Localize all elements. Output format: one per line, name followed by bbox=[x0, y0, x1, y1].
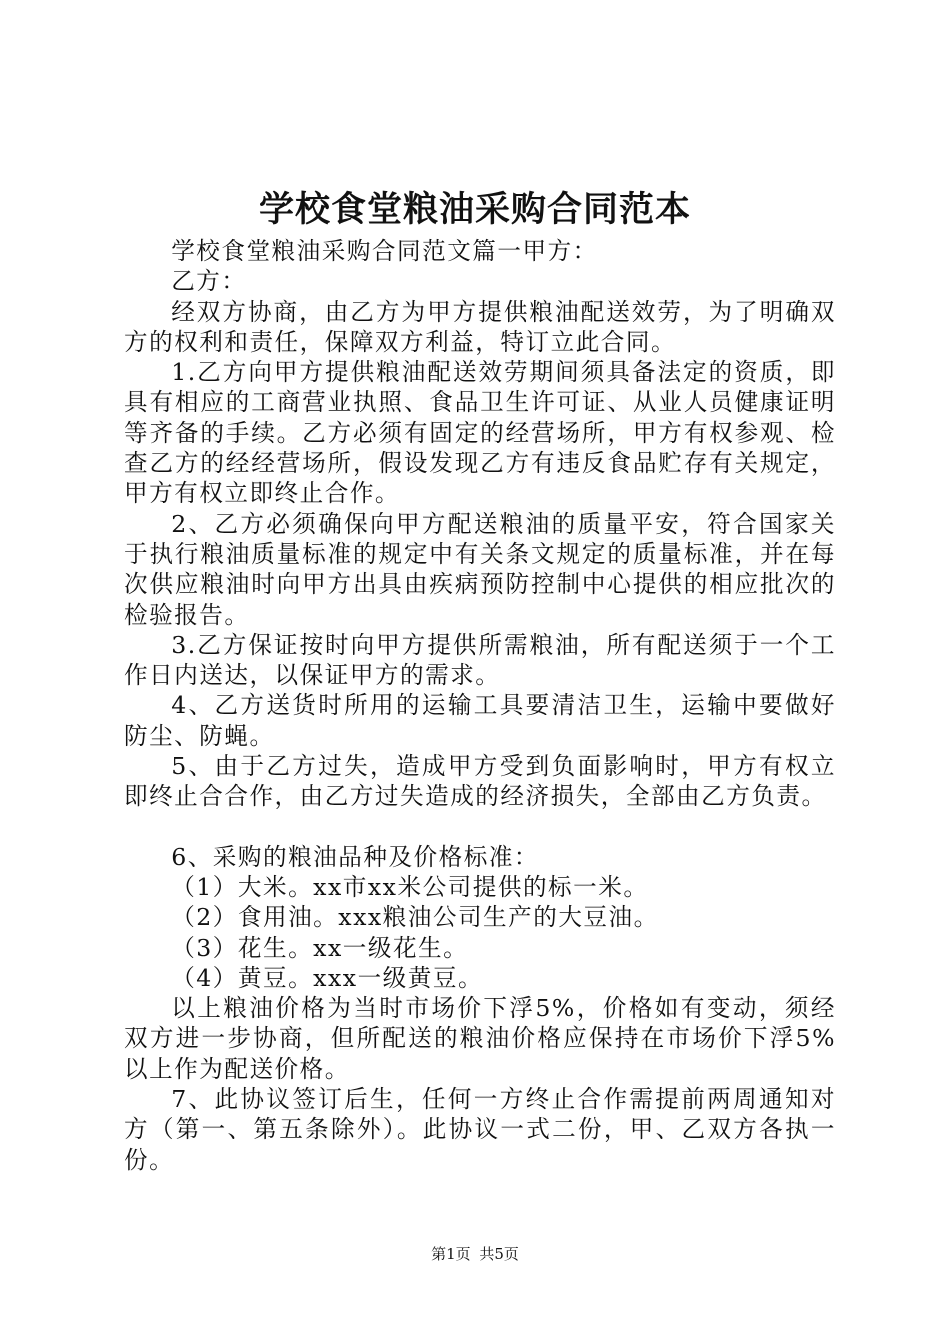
document-title: 学校食堂粮油采购合同范本 bbox=[258, 190, 691, 230]
paragraph-clause-3: 3.乙方保证按时向甲方提供所需粮油，所有配送须于一个工作日内送达，以保证甲方的需求。 bbox=[124, 630, 836, 690]
paragraph-purpose: 经双方协商，由乙方为甲方提供粮油配送效劳，为了明确双方的权利和责任，保障双方利益，特订立此合同。 bbox=[124, 297, 836, 356]
paragraph-clause-7: 7、此协议签订后生，任何一方终止合作需提前两周通知对方（第一、第五条除外）。此协议一式二份，甲、乙双方各执一份。 bbox=[124, 1085, 836, 1174]
paragraph-clause-6: 6、采购的粮油品种及价格标准： bbox=[171, 842, 540, 871]
paragraph-clause-1: 1.乙方向甲方提供粮油配送效劳期间须具备法定的资质，即具有相应的工商营业执照、食品卫生许可证、从业人员健康证明等齐备的手续。乙方必须有固定的经营场所，甲方有权参观、检查乙方的经经营场所，假设发现乙方有违反食品贮存有关规定，甲方有权立即终止合作。 bbox=[124, 358, 836, 508]
document-body bbox=[124, 236, 836, 1175]
list-item-rice: （1）大米。xx市xx米公司提供的标一米。 bbox=[171, 872, 649, 901]
list-item-soybean: （4）黄豆。xxx一级黄豆。 bbox=[171, 963, 484, 992]
paragraph-party-b: 乙方： bbox=[171, 267, 247, 296]
paragraph-price: 以上粮油价格为当时市场价下浮5%，价格如有变动，须经双方进一步协商，但所配送的粮油价格应保持在市场价下浮5%以上作为配送价格。 bbox=[124, 994, 836, 1083]
page-footer: 第1页 共5页 bbox=[431, 1245, 519, 1263]
paragraph-clause-4: 4、乙方送货时所用的运输工具要清洁卫生，运输中要做好防尘、防蝇。 bbox=[124, 691, 836, 750]
paragraph-clause-5: 5、由于乙方过失，造成甲方受到负面影响时，甲方有权立即终止合合作，由乙方过失造成的经济损失，全部由乙方负责。 bbox=[124, 752, 836, 811]
list-item-peanut: （3）花生。xx一级花生。 bbox=[171, 933, 469, 962]
list-item-oil: （2）食用油。xxx粮油公司生产的大豆油。 bbox=[171, 903, 659, 932]
paragraph-intro: 学校食堂粮油采购合同范文篇一甲方： bbox=[171, 237, 598, 265]
paragraph-clause-2: 2、乙方必须确保向甲方配送粮油的质量平安，符合国家关于执行粮油质量标准的规定中有关条文规定的质量标准，并在每次供应粮油时向甲方出具由疾病预防控制中心提供的相应批次的检验报告。 bbox=[124, 509, 836, 629]
